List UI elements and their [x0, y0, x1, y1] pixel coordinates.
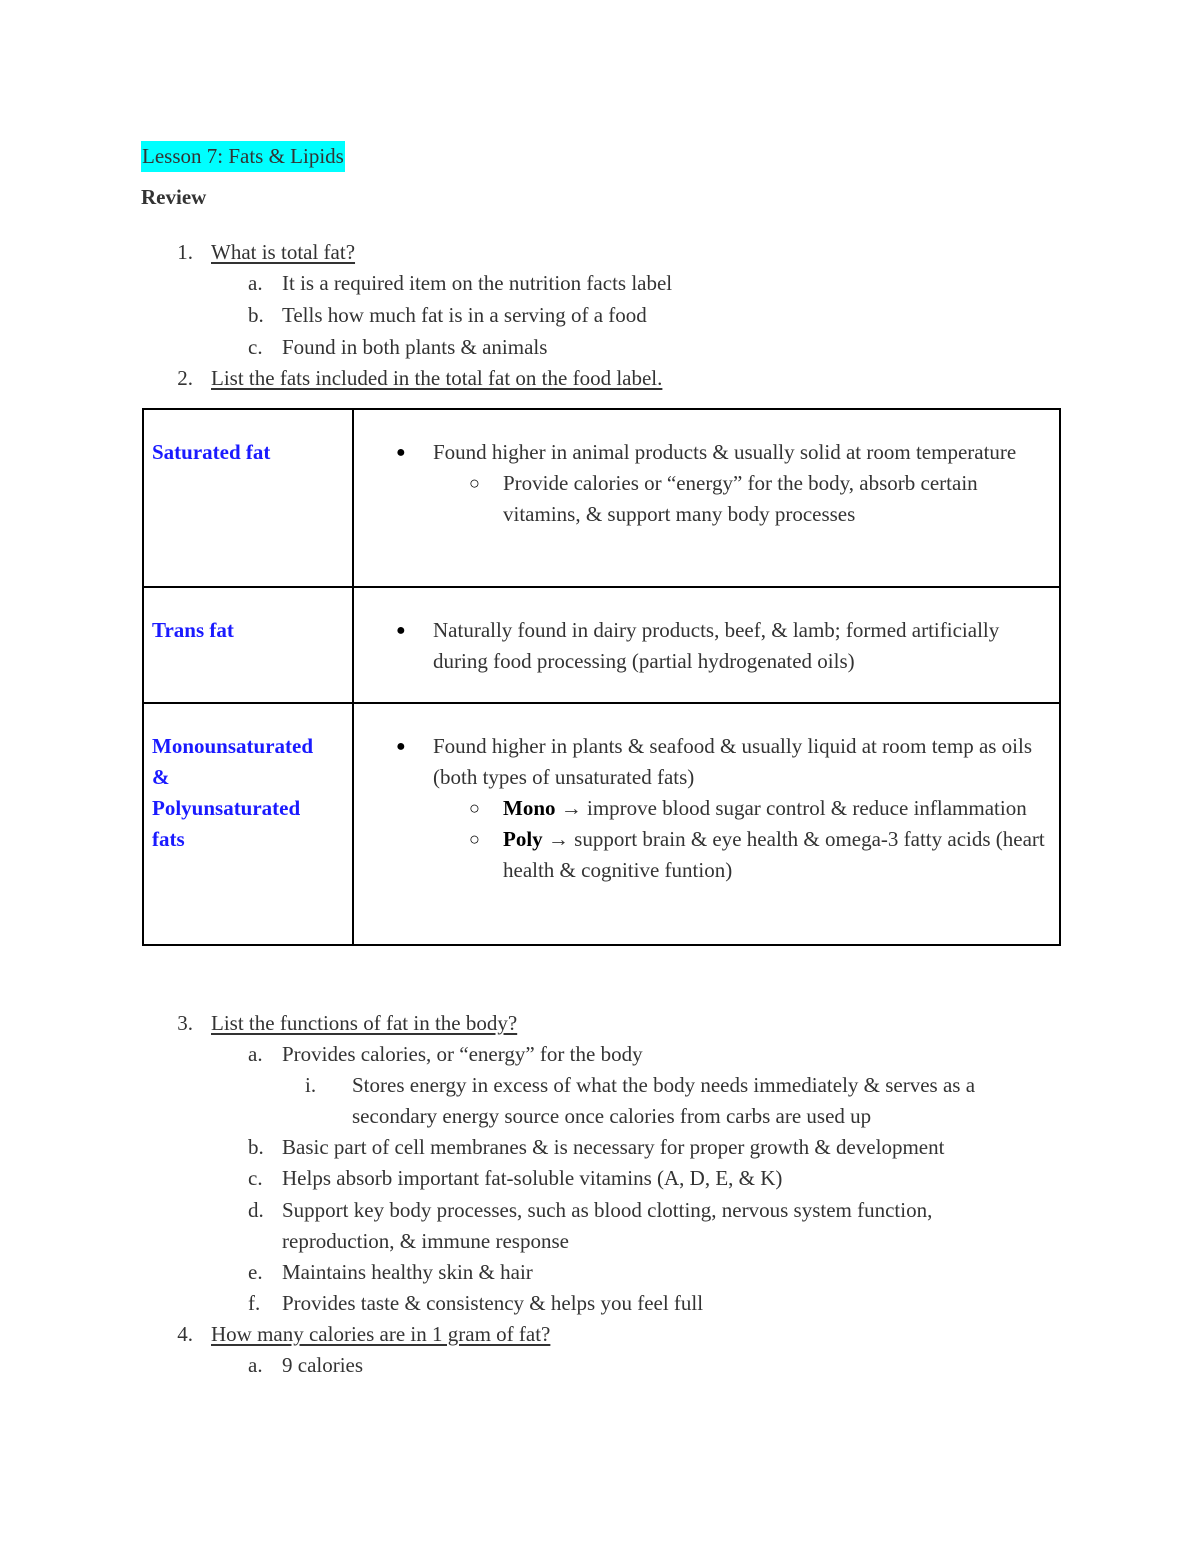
answer-text: Helps absorb important fat-soluble vitamins (A, D, E, & K)	[282, 1166, 783, 1190]
mono-term: Mono	[503, 796, 556, 820]
answer-text: secondary energy source once calories from carbs are used up	[352, 1104, 872, 1128]
review-heading: Review	[141, 185, 207, 209]
question-number: 3.	[177, 1011, 193, 1035]
table-row	[143, 587, 1060, 703]
label-line: Polyunsaturated	[152, 796, 301, 820]
answer-marker: d.	[248, 1198, 264, 1222]
answer-text: Found in both plants & animals	[282, 335, 548, 359]
answer-text: Tells how much fat is in a serving of a food	[282, 303, 647, 327]
answer-marker: c.	[248, 1166, 263, 1190]
answer-text: Maintains healthy skin & hair	[282, 1260, 533, 1284]
answer-text: Provides calories, or “energy” for the body	[282, 1042, 643, 1066]
answer-marker: b.	[248, 1135, 264, 1159]
answer-text: It is a required item on the nutrition facts label	[282, 271, 673, 295]
poly-sub-bullet	[354, 824, 1045, 886]
question-number: 1.	[177, 240, 193, 264]
answer-marker: e.	[248, 1260, 263, 1284]
answer-text: Stores energy in excess of what the body needs immediately & serves as a	[352, 1073, 976, 1097]
unsaturated-fat-label	[144, 704, 352, 855]
answer-marker: i.	[305, 1073, 317, 1097]
answer-marker: a.	[248, 271, 263, 295]
label-line: &	[152, 765, 170, 789]
question-number: 2.	[177, 366, 193, 390]
table-row	[143, 409, 1060, 587]
table-row	[143, 703, 1060, 945]
question-text: What is total fat?	[211, 240, 356, 264]
answer-text: Basic part of cell membranes & is necessary for proper growth & development	[282, 1135, 945, 1159]
question-text: How many calories are in 1 gram of fat?	[211, 1322, 551, 1346]
label-line: Monounsaturated	[152, 734, 314, 758]
answer-marker: b.	[248, 303, 264, 327]
answer-text: 9 calories	[282, 1353, 364, 1377]
answer-marker: a.	[248, 1042, 263, 1066]
poly-text: → support brain & eye health & omega-3 fatty acids (heart health & cognitive funtion)	[503, 827, 1045, 882]
poly-term: Poly	[503, 827, 543, 851]
question-text: List the fats included in the total fat on the food label.	[211, 366, 663, 390]
saturated-bullet: ● Found higher in animal products & usually solid at room temperature	[354, 437, 1045, 468]
answer-text: Support key body processes, such as blood clotting, nervous system function,	[282, 1198, 933, 1222]
trans-bullet: ● Naturally found in dairy products, beef, & lamb; formed artificially during food processing (partial hydrogenated oils)	[354, 615, 1045, 677]
label-line: fats	[152, 827, 185, 851]
lesson-title: Lesson 7: Fats & Lipids	[141, 141, 345, 172]
question-text: List the functions of fat in the body?	[211, 1011, 518, 1035]
saturated-sub-bullet: ○ Provide calories or “energy” for the body, absorb certain vitamins, & support many body processes	[354, 468, 1045, 530]
answer-text: Provides taste & consistency & helps you feel full	[282, 1291, 704, 1315]
answer-marker: a.	[248, 1353, 263, 1377]
unsaturated-bullet: ● Found higher in plants & seafood & usually liquid at room temp as oils (both types of unsaturated fats)	[354, 731, 1045, 793]
fat-types-table	[142, 408, 1061, 946]
question-number: 4.	[177, 1322, 193, 1346]
answer-marker: f.	[248, 1291, 261, 1315]
mono-sub-bullet	[354, 793, 1045, 824]
saturated-fat-label: Saturated fat	[152, 440, 271, 464]
trans-fat-label: Trans fat	[152, 618, 234, 642]
mono-text: → improve blood sugar control & reduce inflammation	[560, 796, 1027, 820]
answer-marker: c.	[248, 335, 263, 359]
answer-text: reproduction, & immune response	[282, 1229, 569, 1253]
